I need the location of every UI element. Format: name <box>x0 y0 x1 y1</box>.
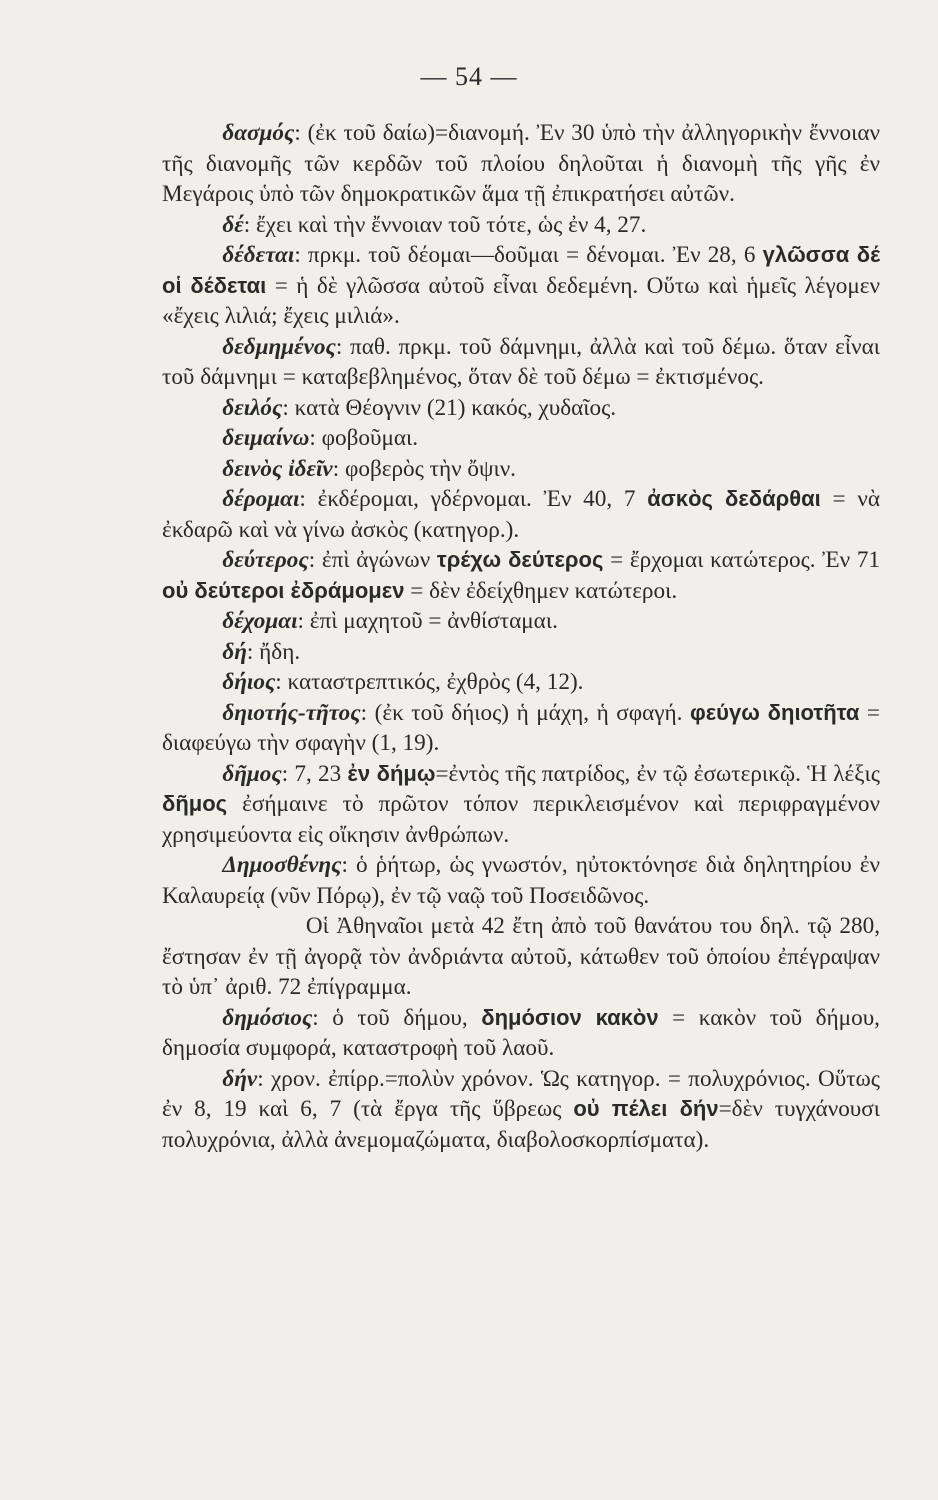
entry-dios <box>162 667 880 698</box>
entry-text: =δὲν τυγχάνουσι πολυχρόνια, ἀλλὰ ἀνεμομαζώματα, διαβολοσκορπίσματα). <box>162 1096 881 1153</box>
headword: δειμαίνω <box>222 425 310 451</box>
bold-phrase: φεύγω δηιοτῆτα <box>690 699 860 725</box>
page-number: — 54 — <box>420 62 518 91</box>
bold-phrase: τρέχω δεύτερος <box>436 547 604 572</box>
entry-text: = διαφεύγω τὴν σφαγὴν (1, 19). <box>162 699 880 756</box>
entry-text: = ἔρχομαι κατώτερος. Ἐν 71 <box>603 547 881 573</box>
entry-text: Οἱ Ἀθηναῖοι μετὰ 42 ἔτη ἀπὸ τοῦ θανάτου του δηλ. τῷ 280, ἔστησαν ἐν τῇ ἀγορᾷ τὸν ἀνδριάντα αὐτοῦ, κάτωθεν τοῦ ὁποίου ἐπέγραψαν τὸ ὑπ᾽ ἀριθ. 72 ἐπίγραμμα. <box>162 913 880 1000</box>
entry-demosthenes <box>162 850 880 911</box>
bold-phrase: ἐν δήμῳ <box>347 760 436 786</box>
entry-deromai <box>162 484 880 545</box>
entry-dedetai <box>162 240 880 332</box>
headword: δῆμος <box>222 760 282 787</box>
bold-phrase: δημόσιον κακὸν <box>481 1004 659 1030</box>
headword: δήν <box>222 1065 258 1092</box>
headword: δασμός <box>222 120 295 146</box>
headword: δειλός <box>222 394 283 421</box>
entry-text: : φοβερὸς τὴν ὄψιν. <box>332 455 516 482</box>
entry-demos <box>162 759 880 851</box>
bold-phrase: οὐ δεύτεροι ἐδράμομεν <box>162 577 405 603</box>
bold-phrase: ἀσκὸς δεδάρθαι <box>647 486 821 511</box>
headword: Δημοσθένης <box>222 852 342 878</box>
dictionary-body <box>162 118 880 1155</box>
entry-demosios <box>162 1003 880 1064</box>
entry-dasmos <box>162 118 880 210</box>
entry-text: : ὁ ῥήτωρ, ὡς γνωστόν, ηὐτοκτόνησε διὰ δηλητηρίου ἐν Καλαυρείᾳ (νῦν Πόρῳ), ἐν τῷ ναῷ τοῦ Ποσειδῶνος. <box>162 852 880 909</box>
entry-athenaioi <box>162 911 880 1003</box>
entry-deinos <box>162 454 880 485</box>
entry-text: : χρον. ἐπίρρ.=πολὺν χρόνον. Ὡς κατηγορ. = πολυχρόνιος. Οὕτως ἐν 8, 19 καὶ 6, 7 (τὰ ἔργα τῆς ὕβρεως <box>162 1065 880 1122</box>
headword: δήιος <box>222 669 276 695</box>
entry-dechomai <box>162 606 880 637</box>
entry-text: : ἐκδέρομαι, γδέρνομαι. Ἐν 40, 7 <box>299 486 648 512</box>
entry-text: : (ἐκ τοῦ δήιος) ἡ μάχη, ἡ σφαγή. <box>360 699 690 726</box>
entry-text: = κακὸν τοῦ δήμου, δημοσία συμφορά, καταστροφὴ τοῦ λαοῦ. <box>162 1004 880 1061</box>
bold-phrase: γλῶσσα δέ οἱ δέδεται <box>162 242 881 298</box>
entry-text: : φοβοῦμαι. <box>309 425 419 451</box>
entry-text: = νὰ ἐκδαρῶ καὶ νὰ γίνω ἀσκὸς (κατηγορ.). <box>162 486 881 543</box>
bold-phrase: οὐ πέλει δήν <box>573 1096 719 1121</box>
entry-text: : καταστρεπτικός, ἐχθρὸς (4, 12). <box>275 669 584 695</box>
entry-text: = ἡ δὲ γλῶσσα αὐτοῦ εἶναι δεδεμένη. Οὕτω καὶ ἡμεῖς λέγομεν «ἔχεις λιλιά; ἔχεις μιλιά». <box>162 272 880 329</box>
entry-text: ἐσήμαινε τὸ πρῶτον τόπον περικλεισμένον καὶ περιφραγμένον χρησιμεύοντα εἰς οἴκησιν ἀνθρώπων. <box>162 791 880 848</box>
entry-text: : ὁ τοῦ δήμου, <box>312 1004 482 1031</box>
entry-text: : 7, 23 <box>281 760 348 787</box>
headword: δεύτερος <box>222 547 309 573</box>
headword: δέ <box>222 211 244 238</box>
headword: δή <box>222 638 247 665</box>
entry-deilos <box>162 393 880 424</box>
entry-text: : παθ. πρκμ. τοῦ δάμνημι, ἀλλὰ καὶ τοῦ δέμω. ὅταν εἶναι τοῦ δάμνημι = καταβεβλημένος, ὅταν δὲ τοῦ δέμω = ἐκτισμένος. <box>162 333 880 390</box>
headword: δέρομαι <box>222 486 300 512</box>
headword: δέχομαι <box>222 608 298 634</box>
entry-text: : ἤδη. <box>246 638 301 665</box>
headword: δεινὸς ἰδεῖν <box>222 455 333 482</box>
entry-text: : ἐπὶ ἀγώνων <box>308 547 437 573</box>
bold-phrase: δῆμος <box>162 791 228 816</box>
entry-dedmemenos <box>162 332 880 393</box>
headword: δεδμημένος <box>222 333 336 360</box>
entry-diotes <box>162 698 880 759</box>
entry-text: : κατὰ Θέογνιν (21) κακός, χυδαῖος. <box>282 394 617 421</box>
entry-text: : ἐπὶ μαχητοῦ = ἀνθίσταμαι. <box>297 608 558 634</box>
entry-den <box>162 1064 880 1156</box>
headword: δέδεται <box>222 242 295 268</box>
entry-text: : ἔχει καὶ τὴν ἔννοιαν τοῦ τότε, ὡς ἐν 4, 27. <box>243 211 647 238</box>
entry-de2 <box>162 637 880 668</box>
entry-deuteros <box>162 545 880 606</box>
entry-deimaino <box>162 423 880 454</box>
entry-text: : (ἐκ τοῦ δαίω)=διανομή. Ἐν 30 ὑπὸ τὴν ἀλληγορικὴν ἔννοιαν τῆς διανομῆς τῶν κερδῶν τοῦ πλοίου δηλοῦται ἡ διανομὴ τῆς γῆς ἐν Μεγάροις ὑπὸ τῶν δημοκρατικῶν ἅμα τῇ ἐπικρατήσει αὐτῶν. <box>162 120 880 207</box>
entry-text: : πρκμ. τοῦ δέομαι—δοῦμαι = δένομαι. Ἐν 28, 6 <box>294 242 763 268</box>
headword: δηιοτής-τῆτος <box>222 699 361 726</box>
headword: δημόσιος <box>222 1004 313 1031</box>
entry-text: = δὲν ἐδείχθημεν κατώτεροι. <box>404 577 678 604</box>
entry-text: =ἐντὸς τῆς πατρίδος, ἐν τῷ ἐσωτερικῷ. Ἡ λέξις <box>435 760 880 787</box>
entry-de <box>162 210 880 241</box>
